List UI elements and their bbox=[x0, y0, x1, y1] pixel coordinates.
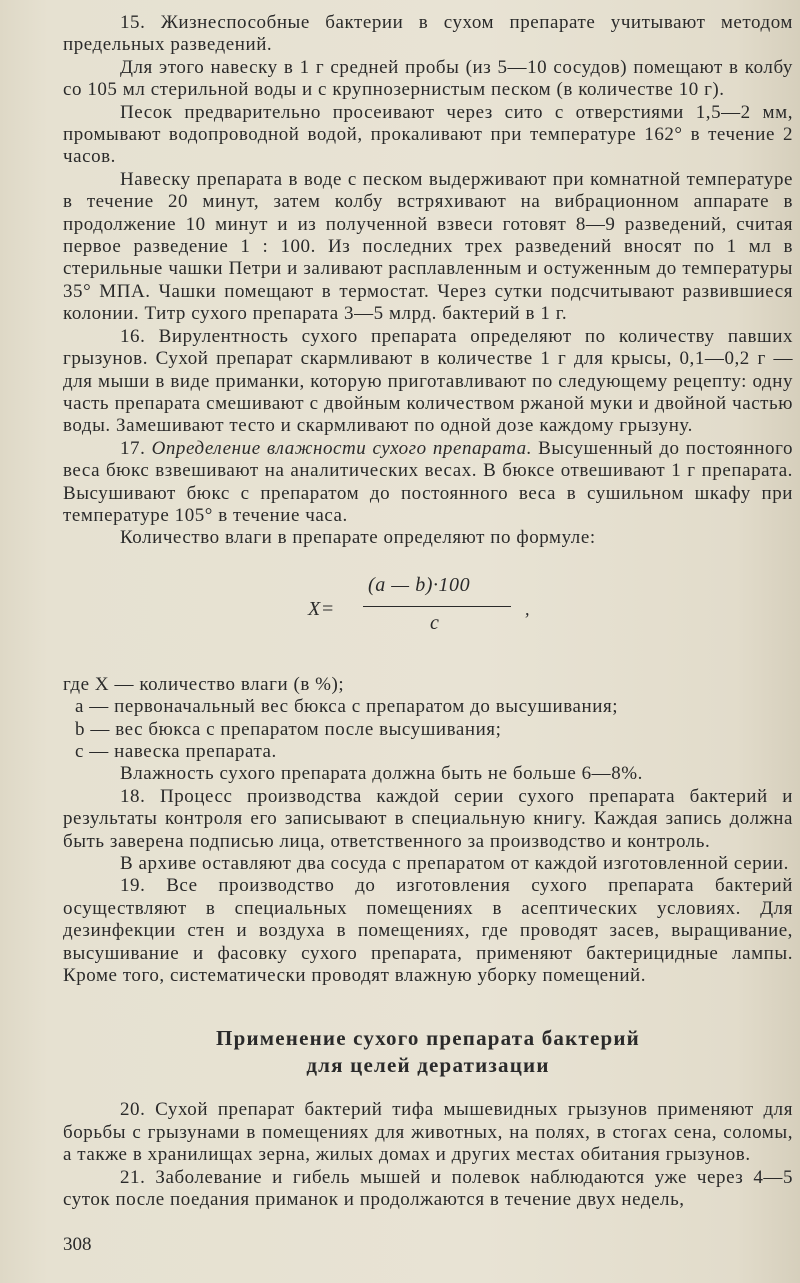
paragraph-15-sand: Песок предварительно просеивают через сито с отверстиями 1,5—2 мм, промывают водопроводной водой, прокаливают при температуре 162° в течение 2 часов. bbox=[63, 101, 793, 168]
formula-legend bbox=[63, 674, 793, 764]
paragraph-16: 16. Вирулентность сухого препарата определяют по количеству павших грызунов. Сухой препарат скармливают в количестве 1 г для крысы, 0,1—0,2 г — для мыши в виде приманки, которую приготавливают по следующему рецепту: одну часть препарата смешивают с двойным количеством ржаной муки и двойной частью воды. Замешивают тесто и скармливают по одной дозе каждому грызуну. bbox=[63, 325, 793, 437]
paragraph-moisture-limit: Влажность сухого препарата должна быть не больше 6—8%. bbox=[120, 763, 643, 785]
legend-b: b — вес бюкса с препаратом после высушивания; bbox=[75, 718, 502, 740]
paragraph-18: 18. Процесс производства каждой серии сухого препарата бактерий и результаты контроля его записывают в специальную книгу. Каждая запись должна быть заверена подписью лица, ответственного за производство и контроль. bbox=[63, 785, 793, 852]
paragraph-15: 15. Жизнеспособные бактерии в сухом препарате учитывают методом предельных разведений. bbox=[63, 12, 793, 56]
paragraph-17-tail: Высушенный до постоянного веса бюкс взвешивают на аналитических весах. В бюксе отвешивают 1 г препарата. Высушивают бюкс с препаратом до постоянного веса в сушильном шкафу при температуре 105° в течение часа. bbox=[63, 437, 793, 526]
paragraph-17-lead: 17. bbox=[120, 437, 152, 459]
paragraph-17-formula-intro: Количество влаги в препарате определяют по формуле: bbox=[120, 527, 596, 549]
formula-fraction-bar bbox=[363, 606, 511, 608]
section-heading bbox=[63, 1025, 793, 1079]
paragraph-18-archive: В архиве оставляют два сосуда с препаратом от каждой изготовленной серии. bbox=[120, 853, 789, 874]
paragraph-21: 21. Заболевание и гибель мышей и полевок наблюдаются уже через 4—5 суток после поедания приманок и продолжаются в течение двух недель, bbox=[63, 1166, 793, 1211]
paragraph-19: 19. Все производство до изготовления сухого препарата бактерий осуществляют в специальных помещениях в асептических условиях. Для дезинфекции стен и воздуха в помещениях, где проводят засев, выращивание, высушивание и фасовку сухого препарата, применяют бактерицидные лампы. Кроме того, систематически проводят влажную уборку помещений. bbox=[63, 875, 793, 987]
paragraph-17 bbox=[63, 438, 793, 528]
section-heading-line2: для целей дератизации bbox=[306, 1053, 550, 1078]
paragraph-20: 20. Сухой препарат бактерий тифа мышевидных грызунов применяют для борьбы с грызунами в помещениях для животных, на полях, в стогах сена, соломы, а также в хранилищах зерна, жилых домах и других местах обитания грызунов. bbox=[63, 1099, 793, 1166]
legend-a: a — первоначальный вес бюкса с препаратом до высушивания; bbox=[75, 696, 619, 718]
formula-numerator: (a — b)·100 bbox=[368, 573, 471, 596]
page-number: 308 bbox=[63, 1234, 92, 1255]
paragraph-15-sample: Для этого навеску в 1 г средней пробы (из 5—10 сосудов) помещают в колбу со 105 мл стерильной воды и с крупнозернистым песком (в количестве 10 г). bbox=[63, 56, 793, 101]
section-heading-line1: Применение сухого препарата бактерий bbox=[216, 1026, 640, 1051]
formula-denominator: c bbox=[430, 611, 440, 634]
legend-x: где X — количество влаги (в %); bbox=[63, 673, 345, 695]
paragraph-15-dilution: Навеску препарата в воде с песком выдерживают при комнатной температуре в течение 20 минут, затем колбу встряхивают на вибрационном аппарате в продолжение 10 минут и из полученной взвеси готовят 8—9 разведений, считая первое разведение 1 : 100. Из последних трех разведений вносят по 1 мл в стерильные чашки Петри и заливают расплавленным и остуженным до температуры 35° МПА. Чашки помещают в термостат. Через сутки подсчитывают развившиеся колонии. Титр сухого препарата 3—5 млрд. бактерий в 1 г. bbox=[63, 168, 793, 325]
formula-comma: , bbox=[525, 598, 531, 619]
legend-c: c — навеска препарата. bbox=[75, 740, 277, 762]
paragraph-17-italic: Определение влажности сухого препарата. bbox=[151, 437, 532, 459]
moisture-formula bbox=[63, 564, 793, 674]
formula-lhs: X= bbox=[308, 597, 335, 620]
page-text bbox=[63, 12, 793, 1211]
